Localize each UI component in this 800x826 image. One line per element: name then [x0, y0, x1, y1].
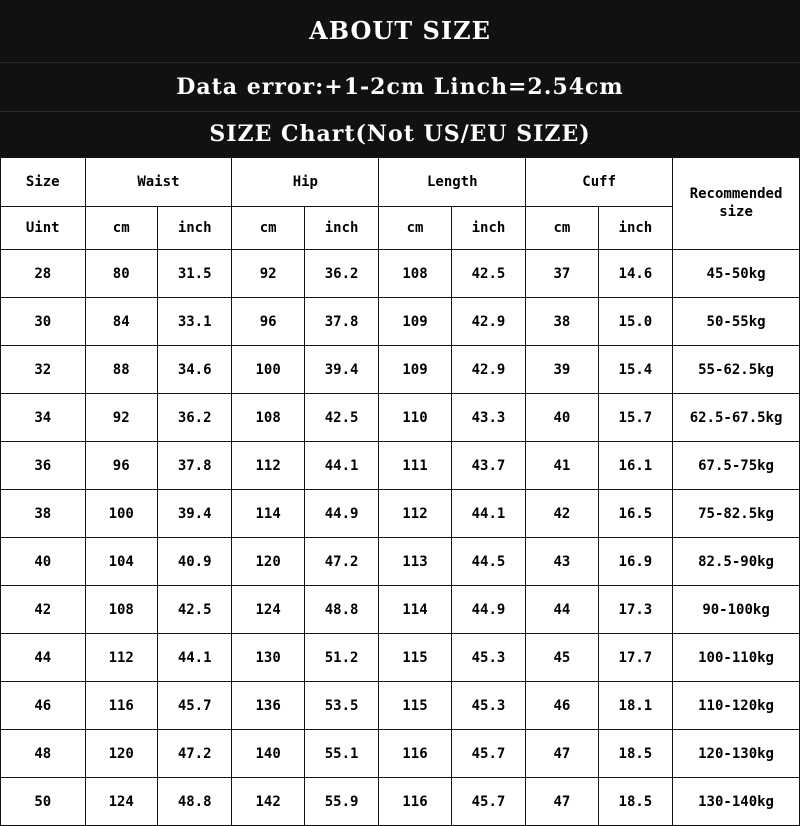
- cell-measurement: 47: [526, 778, 598, 826]
- size-chart-heading: SIZE Chart(Not US/EU SIZE): [0, 111, 800, 157]
- cell-size: 42: [1, 586, 86, 634]
- cell-measurement: 110: [379, 394, 451, 442]
- table-row: [1, 778, 800, 826]
- cell-measurement: 100: [232, 346, 304, 394]
- header-size: Size: [1, 158, 86, 207]
- cell-measurement: 104: [85, 538, 157, 586]
- unit-label: Uint: [1, 207, 86, 250]
- cell-measurement: 124: [232, 586, 304, 634]
- cell-measurement: 34.6: [157, 346, 231, 394]
- cell-measurement: 45.7: [451, 730, 525, 778]
- cell-recommended-size: 82.5-90kg: [673, 538, 800, 586]
- cell-recommended-size: 100-110kg: [673, 634, 800, 682]
- cell-measurement: 48.8: [157, 778, 231, 826]
- cell-measurement: 96: [232, 298, 304, 346]
- cell-measurement: 44.1: [304, 442, 378, 490]
- cell-size: 28: [1, 250, 86, 298]
- cell-measurement: 46: [526, 682, 598, 730]
- cell-recommended-size: 130-140kg: [673, 778, 800, 826]
- cell-recommended-size: 55-62.5kg: [673, 346, 800, 394]
- cell-measurement: 16.5: [598, 490, 672, 538]
- cell-measurement: 44.1: [157, 634, 231, 682]
- table-row: [1, 586, 800, 634]
- header-hip: Hip: [232, 158, 379, 207]
- cell-size: 50: [1, 778, 86, 826]
- cell-measurement: 39.4: [157, 490, 231, 538]
- cell-measurement: 40: [526, 394, 598, 442]
- cell-measurement: 37: [526, 250, 598, 298]
- cell-measurement: 136: [232, 682, 304, 730]
- cell-size: 38: [1, 490, 86, 538]
- cell-measurement: 130: [232, 634, 304, 682]
- cell-measurement: 42.5: [157, 586, 231, 634]
- cell-recommended-size: 45-50kg: [673, 250, 800, 298]
- cell-measurement: 45.7: [157, 682, 231, 730]
- cell-measurement: 112: [379, 490, 451, 538]
- page-title: ABOUT SIZE: [0, 0, 800, 62]
- cell-measurement: 17.3: [598, 586, 672, 634]
- cell-recommended-size: 90-100kg: [673, 586, 800, 634]
- cell-measurement: 111: [379, 442, 451, 490]
- cell-measurement: 116: [379, 778, 451, 826]
- cell-measurement: 44.5: [451, 538, 525, 586]
- cell-measurement: 44: [526, 586, 598, 634]
- cell-measurement: 108: [379, 250, 451, 298]
- cell-measurement: 43.7: [451, 442, 525, 490]
- cell-measurement: 15.4: [598, 346, 672, 394]
- data-error-note: Data error:+1-2cm Linch=2.54cm: [0, 62, 800, 111]
- cell-measurement: 55.9: [304, 778, 378, 826]
- cell-size: 36: [1, 442, 86, 490]
- cell-measurement: 116: [379, 730, 451, 778]
- header-cuff: Cuff: [526, 158, 673, 207]
- cell-measurement: 42: [526, 490, 598, 538]
- cell-measurement: 112: [232, 442, 304, 490]
- cell-measurement: 47.2: [304, 538, 378, 586]
- cell-measurement: 113: [379, 538, 451, 586]
- cell-measurement: 14.6: [598, 250, 672, 298]
- unit-hip-inch: inch: [304, 207, 378, 250]
- cell-measurement: 43: [526, 538, 598, 586]
- cell-measurement: 18.1: [598, 682, 672, 730]
- cell-measurement: 80: [85, 250, 157, 298]
- cell-size: 48: [1, 730, 86, 778]
- table-row: [1, 634, 800, 682]
- cell-measurement: 108: [232, 394, 304, 442]
- cell-measurement: 42.5: [304, 394, 378, 442]
- cell-measurement: 37.8: [304, 298, 378, 346]
- cell-measurement: 47.2: [157, 730, 231, 778]
- cell-recommended-size: 120-130kg: [673, 730, 800, 778]
- cell-measurement: 39.4: [304, 346, 378, 394]
- cell-measurement: 140: [232, 730, 304, 778]
- unit-length-inch: inch: [451, 207, 525, 250]
- unit-cuff-inch: inch: [598, 207, 672, 250]
- table-row: [1, 538, 800, 586]
- table-row: [1, 442, 800, 490]
- cell-measurement: 15.0: [598, 298, 672, 346]
- table-row: [1, 298, 800, 346]
- cell-size: 34: [1, 394, 86, 442]
- cell-measurement: 15.7: [598, 394, 672, 442]
- cell-measurement: 41: [526, 442, 598, 490]
- cell-measurement: 40.9: [157, 538, 231, 586]
- cell-measurement: 142: [232, 778, 304, 826]
- unit-waist-inch: inch: [157, 207, 231, 250]
- cell-measurement: 120: [232, 538, 304, 586]
- cell-measurement: 47: [526, 730, 598, 778]
- cell-measurement: 45: [526, 634, 598, 682]
- cell-measurement: 44.9: [304, 490, 378, 538]
- cell-measurement: 36.2: [157, 394, 231, 442]
- cell-measurement: 109: [379, 298, 451, 346]
- cell-measurement: 42.9: [451, 298, 525, 346]
- cell-measurement: 16.9: [598, 538, 672, 586]
- table-row: [1, 394, 800, 442]
- cell-size: 32: [1, 346, 86, 394]
- cell-measurement: 116: [85, 682, 157, 730]
- table-row: [1, 490, 800, 538]
- header-length: Length: [379, 158, 526, 207]
- cell-size: 46: [1, 682, 86, 730]
- cell-measurement: 36.2: [304, 250, 378, 298]
- unit-waist-cm: cm: [85, 207, 157, 250]
- cell-measurement: 33.1: [157, 298, 231, 346]
- cell-measurement: 120: [85, 730, 157, 778]
- cell-measurement: 45.7: [451, 778, 525, 826]
- cell-measurement: 92: [85, 394, 157, 442]
- cell-measurement: 53.5: [304, 682, 378, 730]
- table-row: [1, 250, 800, 298]
- cell-measurement: 88: [85, 346, 157, 394]
- cell-measurement: 45.3: [451, 682, 525, 730]
- table-row: [1, 730, 800, 778]
- cell-size: 44: [1, 634, 86, 682]
- cell-measurement: 92: [232, 250, 304, 298]
- table-row: [1, 682, 800, 730]
- header-recommended-size: Recommended size: [673, 158, 800, 250]
- cell-measurement: 18.5: [598, 778, 672, 826]
- cell-measurement: 114: [379, 586, 451, 634]
- cell-recommended-size: 62.5-67.5kg: [673, 394, 800, 442]
- cell-measurement: 109: [379, 346, 451, 394]
- cell-measurement: 16.1: [598, 442, 672, 490]
- cell-measurement: 114: [232, 490, 304, 538]
- cell-measurement: 124: [85, 778, 157, 826]
- cell-measurement: 44.1: [451, 490, 525, 538]
- cell-size: 40: [1, 538, 86, 586]
- unit-hip-cm: cm: [232, 207, 304, 250]
- cell-measurement: 31.5: [157, 250, 231, 298]
- cell-measurement: 39: [526, 346, 598, 394]
- header-waist: Waist: [85, 158, 232, 207]
- cell-measurement: 115: [379, 634, 451, 682]
- table-row: [1, 346, 800, 394]
- cell-measurement: 96: [85, 442, 157, 490]
- cell-size: 30: [1, 298, 86, 346]
- cell-measurement: 37.8: [157, 442, 231, 490]
- cell-recommended-size: 67.5-75kg: [673, 442, 800, 490]
- unit-length-cm: cm: [379, 207, 451, 250]
- cell-measurement: 100: [85, 490, 157, 538]
- cell-recommended-size: 75-82.5kg: [673, 490, 800, 538]
- cell-measurement: 108: [85, 586, 157, 634]
- cell-measurement: 45.3: [451, 634, 525, 682]
- table-header-groups: [1, 158, 800, 207]
- cell-recommended-size: 110-120kg: [673, 682, 800, 730]
- cell-measurement: 17.7: [598, 634, 672, 682]
- cell-measurement: 48.8: [304, 586, 378, 634]
- cell-measurement: 115: [379, 682, 451, 730]
- cell-measurement: 84: [85, 298, 157, 346]
- cell-measurement: 55.1: [304, 730, 378, 778]
- cell-measurement: 43.3: [451, 394, 525, 442]
- cell-measurement: 112: [85, 634, 157, 682]
- cell-measurement: 51.2: [304, 634, 378, 682]
- size-table: [0, 157, 800, 826]
- cell-measurement: 18.5: [598, 730, 672, 778]
- cell-measurement: 42.5: [451, 250, 525, 298]
- cell-measurement: 38: [526, 298, 598, 346]
- unit-cuff-cm: cm: [526, 207, 598, 250]
- cell-measurement: 42.9: [451, 346, 525, 394]
- size-table-body: [1, 158, 800, 826]
- cell-measurement: 44.9: [451, 586, 525, 634]
- cell-recommended-size: 50-55kg: [673, 298, 800, 346]
